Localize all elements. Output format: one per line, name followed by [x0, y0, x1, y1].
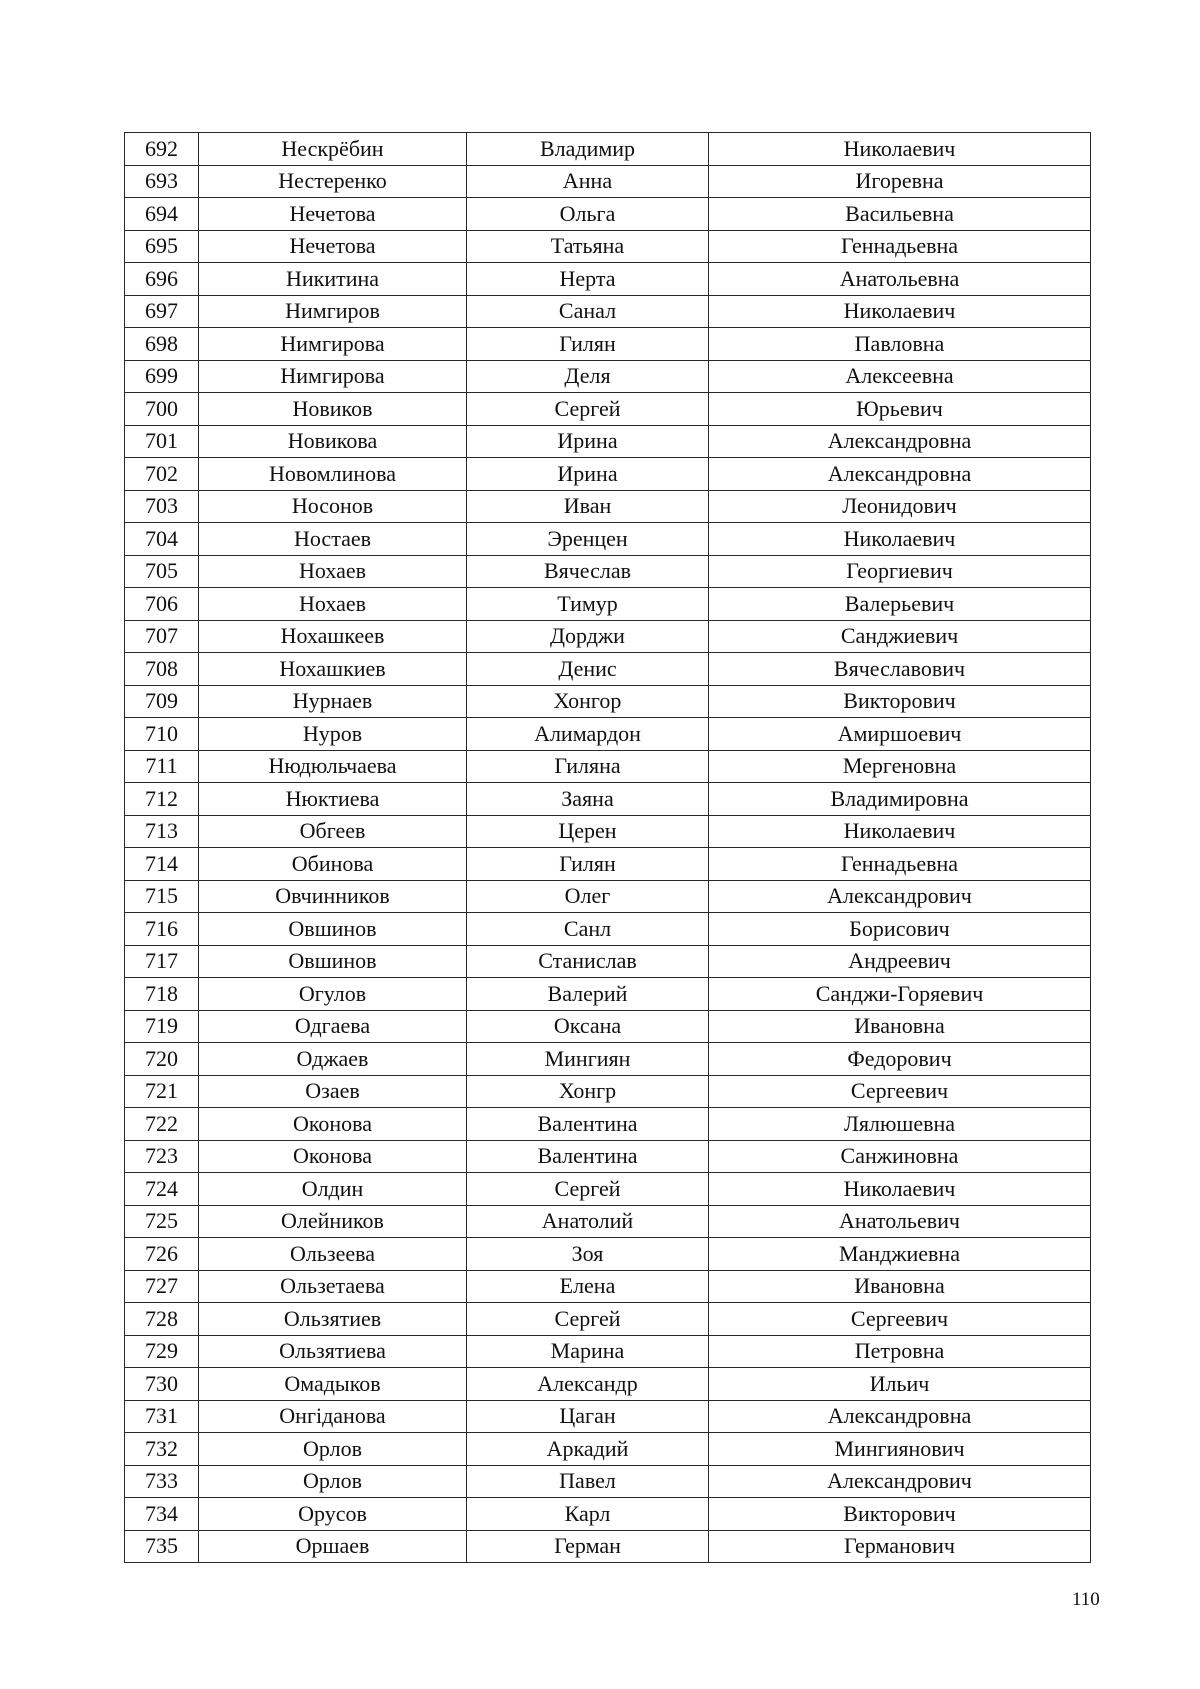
last-name-cell: Оршаев: [199, 1530, 467, 1563]
row-number-cell: 696: [125, 263, 199, 296]
last-name-cell: Олдин: [199, 1173, 467, 1206]
row-number-cell: 701: [125, 425, 199, 458]
table-row: [125, 1433, 1091, 1466]
table-row: [125, 230, 1091, 263]
row-number-cell: 720: [125, 1043, 199, 1076]
page-number: 110: [1072, 1589, 1100, 1610]
table-row: [125, 555, 1091, 588]
first-name-cell: Татьяна: [467, 230, 709, 263]
row-number-cell: 725: [125, 1205, 199, 1238]
table-row: [125, 1108, 1091, 1141]
first-name-cell: Зоя: [467, 1238, 709, 1271]
first-name-cell: Хонгр: [467, 1075, 709, 1108]
table-row: [125, 978, 1091, 1011]
patronymic-cell: Мергеновна: [709, 750, 1091, 783]
row-number-cell: 719: [125, 1010, 199, 1043]
patronymic-cell: Ильич: [709, 1368, 1091, 1401]
patronymic-cell: Германович: [709, 1530, 1091, 1563]
last-name-cell: Обинова: [199, 848, 467, 881]
table-row: [125, 1270, 1091, 1303]
last-name-cell: Нюдюльчаева: [199, 750, 467, 783]
name-list-table: [124, 132, 1091, 1563]
last-name-cell: Нимгирова: [199, 328, 467, 361]
table-row: [125, 393, 1091, 426]
table-row: [125, 913, 1091, 946]
first-name-cell: Аркадий: [467, 1433, 709, 1466]
first-name-cell: Гиляна: [467, 750, 709, 783]
patronymic-cell: Алексеевна: [709, 360, 1091, 393]
row-number-cell: 693: [125, 165, 199, 198]
first-name-cell: Герман: [467, 1530, 709, 1563]
row-number-cell: 726: [125, 1238, 199, 1271]
first-name-cell: Мингиян: [467, 1043, 709, 1076]
table-row: [125, 815, 1091, 848]
last-name-cell: Обгеев: [199, 815, 467, 848]
patronymic-cell: Манджиевна: [709, 1238, 1091, 1271]
row-number-cell: 716: [125, 913, 199, 946]
table-row: [125, 718, 1091, 751]
last-name-cell: Олейников: [199, 1205, 467, 1238]
patronymic-cell: Леонидович: [709, 490, 1091, 523]
table-row: [125, 490, 1091, 523]
first-name-cell: Алимардон: [467, 718, 709, 751]
patronymic-cell: Николаевич: [709, 815, 1091, 848]
patronymic-cell: Геннадьевна: [709, 848, 1091, 881]
patronymic-cell: Александровна: [709, 1400, 1091, 1433]
last-name-cell: Нечетова: [199, 230, 467, 263]
last-name-cell: Носонов: [199, 490, 467, 523]
table-row: [125, 620, 1091, 653]
row-number-cell: 695: [125, 230, 199, 263]
last-name-cell: Овчинников: [199, 880, 467, 913]
row-number-cell: 735: [125, 1530, 199, 1563]
row-number-cell: 712: [125, 783, 199, 816]
first-name-cell: Цаган: [467, 1400, 709, 1433]
table-row: [125, 1465, 1091, 1498]
first-name-cell: Александр: [467, 1368, 709, 1401]
patronymic-cell: Петровна: [709, 1335, 1091, 1368]
first-name-cell: Валентина: [467, 1140, 709, 1173]
last-name-cell: Нестеренко: [199, 165, 467, 198]
first-name-cell: Карл: [467, 1498, 709, 1531]
table-row: [125, 263, 1091, 296]
first-name-cell: Тимур: [467, 588, 709, 621]
row-number-cell: 724: [125, 1173, 199, 1206]
last-name-cell: Одгаева: [199, 1010, 467, 1043]
last-name-cell: Нимгирова: [199, 360, 467, 393]
last-name-cell: Овшинов: [199, 945, 467, 978]
row-number-cell: 704: [125, 523, 199, 556]
patronymic-cell: Санджиевич: [709, 620, 1091, 653]
row-number-cell: 715: [125, 880, 199, 913]
row-number-cell: 709: [125, 685, 199, 718]
last-name-cell: Ользятиева: [199, 1335, 467, 1368]
last-name-cell: Ользятиев: [199, 1303, 467, 1336]
last-name-cell: Огулов: [199, 978, 467, 1011]
first-name-cell: Ирина: [467, 425, 709, 458]
last-name-cell: Нимгиров: [199, 295, 467, 328]
row-number-cell: 705: [125, 555, 199, 588]
table-row: [125, 588, 1091, 621]
row-number-cell: 692: [125, 133, 199, 166]
last-name-cell: Новикова: [199, 425, 467, 458]
patronymic-cell: Николаевич: [709, 295, 1091, 328]
first-name-cell: Станислав: [467, 945, 709, 978]
row-number-cell: 733: [125, 1465, 199, 1498]
first-name-cell: Валерий: [467, 978, 709, 1011]
row-number-cell: 710: [125, 718, 199, 751]
patronymic-cell: Сергеевич: [709, 1075, 1091, 1108]
first-name-cell: Заяна: [467, 783, 709, 816]
last-name-cell: Нохашкеев: [199, 620, 467, 653]
patronymic-cell: Ивановна: [709, 1010, 1091, 1043]
patronymic-cell: Игоревна: [709, 165, 1091, 198]
patronymic-cell: Александрович: [709, 880, 1091, 913]
patronymic-cell: Мингиянович: [709, 1433, 1091, 1466]
row-number-cell: 713: [125, 815, 199, 848]
patronymic-cell: Александровна: [709, 425, 1091, 458]
last-name-cell: Орлов: [199, 1433, 467, 1466]
row-number-cell: 706: [125, 588, 199, 621]
row-number-cell: 731: [125, 1400, 199, 1433]
first-name-cell: Ирина: [467, 458, 709, 491]
row-number-cell: 718: [125, 978, 199, 1011]
last-name-cell: Ностаев: [199, 523, 467, 556]
last-name-cell: Нохаев: [199, 555, 467, 588]
patronymic-cell: Федорович: [709, 1043, 1091, 1076]
patronymic-cell: Викторович: [709, 685, 1091, 718]
first-name-cell: Денис: [467, 653, 709, 686]
row-number-cell: 723: [125, 1140, 199, 1173]
row-number-cell: 708: [125, 653, 199, 686]
patronymic-cell: Александровна: [709, 458, 1091, 491]
first-name-cell: Санл: [467, 913, 709, 946]
table-row: [125, 848, 1091, 881]
patronymic-cell: Андреевич: [709, 945, 1091, 978]
table-row: [125, 1335, 1091, 1368]
first-name-cell: Олег: [467, 880, 709, 913]
patronymic-cell: Николаевич: [709, 523, 1091, 556]
row-number-cell: 700: [125, 393, 199, 426]
table-row: [125, 133, 1091, 166]
last-name-cell: Онгіданова: [199, 1400, 467, 1433]
last-name-cell: Орусов: [199, 1498, 467, 1531]
table-row: [125, 685, 1091, 718]
patronymic-cell: Юрьевич: [709, 393, 1091, 426]
patronymic-cell: Анатольевич: [709, 1205, 1091, 1238]
table-row: [125, 523, 1091, 556]
last-name-cell: Оконова: [199, 1108, 467, 1141]
table-row: [125, 1368, 1091, 1401]
first-name-cell: Анатолий: [467, 1205, 709, 1238]
patronymic-cell: Борисович: [709, 913, 1091, 946]
table-row: [125, 360, 1091, 393]
first-name-cell: Сергей: [467, 1173, 709, 1206]
table-row: [125, 750, 1091, 783]
first-name-cell: Эренцен: [467, 523, 709, 556]
last-name-cell: Нохашкиев: [199, 653, 467, 686]
table-row: [125, 1043, 1091, 1076]
row-number-cell: 694: [125, 198, 199, 231]
table-row: [125, 1075, 1091, 1108]
table-row: [125, 165, 1091, 198]
last-name-cell: Ользетаева: [199, 1270, 467, 1303]
last-name-cell: Нечетова: [199, 198, 467, 231]
patronymic-cell: Николаевич: [709, 1173, 1091, 1206]
first-name-cell: Сергей: [467, 393, 709, 426]
name-list-body: [125, 133, 1091, 1563]
patronymic-cell: Сергеевич: [709, 1303, 1091, 1336]
patronymic-cell: Владимировна: [709, 783, 1091, 816]
first-name-cell: Гилян: [467, 328, 709, 361]
row-number-cell: 727: [125, 1270, 199, 1303]
last-name-cell: Новомлинова: [199, 458, 467, 491]
table-row: [125, 653, 1091, 686]
first-name-cell: Оксана: [467, 1010, 709, 1043]
patronymic-cell: Николаевич: [709, 133, 1091, 166]
patronymic-cell: Викторович: [709, 1498, 1091, 1531]
last-name-cell: Овшинов: [199, 913, 467, 946]
table-row: [125, 425, 1091, 458]
patronymic-cell: Васильевна: [709, 198, 1091, 231]
patronymic-cell: Геннадьевна: [709, 230, 1091, 263]
last-name-cell: Нуров: [199, 718, 467, 751]
last-name-cell: Оконова: [199, 1140, 467, 1173]
first-name-cell: Ольга: [467, 198, 709, 231]
table-row: [125, 1530, 1091, 1563]
patronymic-cell: Павловна: [709, 328, 1091, 361]
row-number-cell: 711: [125, 750, 199, 783]
patronymic-cell: Санжиновна: [709, 1140, 1091, 1173]
first-name-cell: Владимир: [467, 133, 709, 166]
row-number-cell: 722: [125, 1108, 199, 1141]
table-row: [125, 1010, 1091, 1043]
first-name-cell: Дорджи: [467, 620, 709, 653]
first-name-cell: Нерта: [467, 263, 709, 296]
patronymic-cell: Анатольевна: [709, 263, 1091, 296]
table-row: [125, 880, 1091, 913]
first-name-cell: Гилян: [467, 848, 709, 881]
row-number-cell: 728: [125, 1303, 199, 1336]
row-number-cell: 714: [125, 848, 199, 881]
table-row: [125, 1303, 1091, 1336]
first-name-cell: Вячеслав: [467, 555, 709, 588]
first-name-cell: Марина: [467, 1335, 709, 1368]
last-name-cell: Орлов: [199, 1465, 467, 1498]
table-row: [125, 458, 1091, 491]
patronymic-cell: Георгиевич: [709, 555, 1091, 588]
last-name-cell: Оджаев: [199, 1043, 467, 1076]
table-row: [125, 198, 1091, 231]
first-name-cell: Сергей: [467, 1303, 709, 1336]
last-name-cell: Ользеева: [199, 1238, 467, 1271]
table-row: [125, 783, 1091, 816]
table-row: [125, 1238, 1091, 1271]
patronymic-cell: Александрович: [709, 1465, 1091, 1498]
row-number-cell: 717: [125, 945, 199, 978]
patronymic-cell: Санджи-Горяевич: [709, 978, 1091, 1011]
last-name-cell: Озаев: [199, 1075, 467, 1108]
first-name-cell: Церен: [467, 815, 709, 848]
last-name-cell: Нюктиева: [199, 783, 467, 816]
first-name-cell: Елена: [467, 1270, 709, 1303]
first-name-cell: Павел: [467, 1465, 709, 1498]
row-number-cell: 702: [125, 458, 199, 491]
row-number-cell: 730: [125, 1368, 199, 1401]
last-name-cell: Никитина: [199, 263, 467, 296]
last-name-cell: Нохаев: [199, 588, 467, 621]
table-row: [125, 1498, 1091, 1531]
table-row: [125, 1205, 1091, 1238]
first-name-cell: Хонгор: [467, 685, 709, 718]
patronymic-cell: Амиршоевич: [709, 718, 1091, 751]
table-row: [125, 1173, 1091, 1206]
last-name-cell: Омадыков: [199, 1368, 467, 1401]
first-name-cell: Деля: [467, 360, 709, 393]
row-number-cell: 707: [125, 620, 199, 653]
row-number-cell: 732: [125, 1433, 199, 1466]
row-number-cell: 729: [125, 1335, 199, 1368]
patronymic-cell: Лялюшевна: [709, 1108, 1091, 1141]
table-row: [125, 1400, 1091, 1433]
table-row: [125, 945, 1091, 978]
table-row: [125, 1140, 1091, 1173]
row-number-cell: 699: [125, 360, 199, 393]
row-number-cell: 721: [125, 1075, 199, 1108]
row-number-cell: 697: [125, 295, 199, 328]
first-name-cell: Иван: [467, 490, 709, 523]
patronymic-cell: Вячеславович: [709, 653, 1091, 686]
first-name-cell: Анна: [467, 165, 709, 198]
first-name-cell: Валентина: [467, 1108, 709, 1141]
first-name-cell: Санал: [467, 295, 709, 328]
last-name-cell: Нескрёбин: [199, 133, 467, 166]
row-number-cell: 703: [125, 490, 199, 523]
row-number-cell: 698: [125, 328, 199, 361]
table-row: [125, 295, 1091, 328]
patronymic-cell: Ивановна: [709, 1270, 1091, 1303]
last-name-cell: Нурнаев: [199, 685, 467, 718]
table-row: [125, 328, 1091, 361]
row-number-cell: 734: [125, 1498, 199, 1531]
last-name-cell: Новиков: [199, 393, 467, 426]
patronymic-cell: Валерьевич: [709, 588, 1091, 621]
